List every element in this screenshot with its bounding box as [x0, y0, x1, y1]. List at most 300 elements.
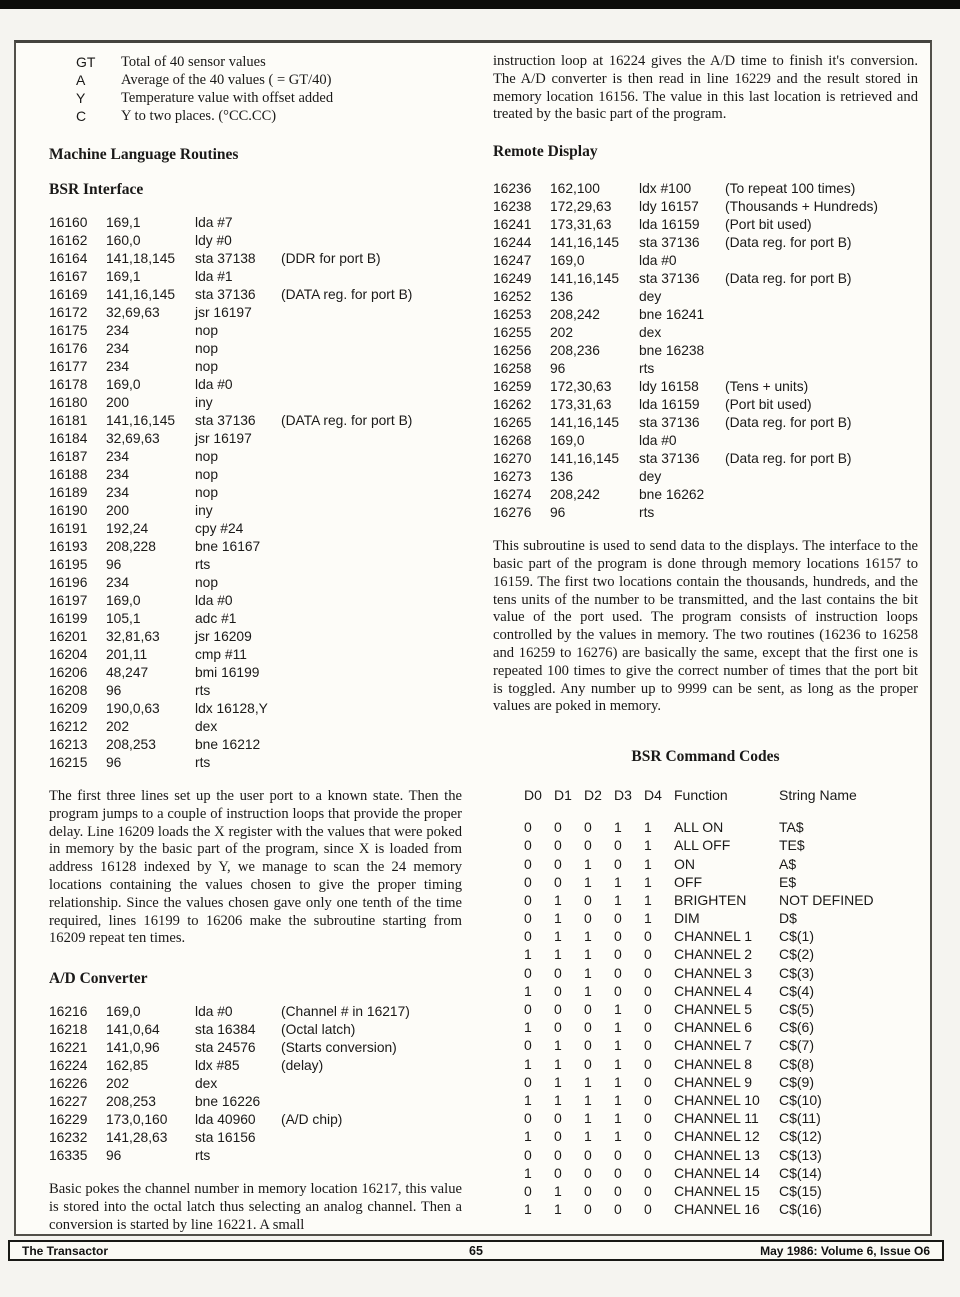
comment [281, 556, 462, 574]
comment [281, 592, 462, 610]
string-name: TE$ [779, 837, 805, 854]
bit-d1: 0 [554, 1001, 562, 1018]
comment [725, 432, 918, 450]
bit-d0: 0 [524, 928, 532, 945]
address: 16196 [49, 575, 88, 590]
comment [725, 468, 918, 486]
address: 16227 [49, 1094, 88, 1110]
bit-d2: 0 [584, 1001, 592, 1018]
bit-d1: 0 [554, 1164, 562, 1181]
bit-d3: 0 [614, 946, 622, 963]
bit-d4: 0 [644, 964, 652, 981]
bsr-explanation-paragraph: The first three lines set up the user port to a known state. Then the program jumps to a couple of instruction loops that provide the proper delay. Line 16209 loads the X register with the values that were poked in memory by the basic part of the program, since X is loaded from address 16128 indexed by Y, we manage to scan the 24 memory locations containing the values chosen to give the proper timing relationship. Since the values chosen gave only one tenth of the time required, lines 16199 to 16206 make the subroutine starting from 16209 repeat ten times. [49, 788, 462, 947]
mnemonic: lda 16159 [639, 397, 700, 413]
command-table-row [524, 836, 918, 854]
bit-d3: 1 [614, 1128, 622, 1145]
function-name: CHANNEL 12 [674, 1128, 760, 1145]
byte-values: 201,11 [106, 647, 148, 662]
code-line [49, 268, 462, 286]
comment [281, 1075, 462, 1093]
bit-d3: 1 [614, 1110, 622, 1127]
address: 16193 [49, 539, 88, 554]
string-name: C$(9) [779, 1073, 815, 1090]
code-line [493, 378, 918, 396]
mnemonic: sta 37136 [639, 235, 700, 251]
bit-d1: 1 [554, 891, 562, 908]
byte-values: 208,228 [106, 539, 156, 554]
code-line [493, 504, 918, 522]
bit-d0: 1 [524, 1201, 532, 1218]
byte-values: 141,18,145 [106, 251, 176, 266]
mnemonic: bne 16241 [639, 307, 705, 323]
code-line [49, 412, 462, 430]
mnemonic: dex [195, 1076, 218, 1092]
byte-values: 169,0 [550, 253, 585, 269]
byte-values: 234 [106, 323, 130, 338]
code-line [49, 376, 462, 394]
heading-ad-converter: A/D Converter [49, 970, 148, 988]
comment [281, 358, 462, 376]
address: 16160 [49, 215, 88, 230]
address: 16249 [493, 271, 532, 287]
bit-d4: 0 [644, 1019, 652, 1036]
mnemonic: dex [639, 325, 662, 341]
code-line [49, 484, 462, 502]
bit-d2: 0 [584, 910, 592, 927]
string-name: C$(12) [779, 1128, 822, 1145]
address: 16197 [49, 593, 88, 608]
string-name: C$(5) [779, 1001, 815, 1018]
address: 16181 [49, 413, 88, 428]
code-line [493, 450, 918, 468]
function-name: CHANNEL 16 [674, 1201, 760, 1218]
function-name: CHANNEL 1 [674, 928, 753, 945]
comment [281, 700, 462, 718]
mnemonic: nop [195, 485, 219, 500]
code-line [49, 1147, 462, 1165]
byte-values: 169,1 [106, 269, 141, 284]
function-name: CHANNEL 3 [674, 964, 753, 981]
bit-d0: 1 [524, 1091, 532, 1108]
function-name: CHANNEL 5 [674, 1001, 753, 1018]
string-name: C$(14) [779, 1164, 822, 1181]
bit-d0: 0 [524, 1073, 532, 1090]
code-line [493, 432, 918, 450]
code-line [493, 288, 918, 306]
address: 16216 [49, 1004, 88, 1020]
comment: (To repeat 100 times) [725, 181, 856, 197]
comment [281, 1129, 462, 1147]
comment: (Data reg. for port B) [725, 451, 852, 467]
address: 16169 [49, 287, 88, 302]
heading-bsr-interface: BSR Interface [49, 181, 144, 198]
code-line [49, 1111, 462, 1129]
address: 16274 [493, 487, 532, 503]
code-line [49, 610, 462, 628]
byte-values: 234 [106, 467, 130, 482]
bit-d1: 0 [554, 837, 562, 854]
bit-d4: 1 [644, 891, 652, 908]
comment [725, 360, 918, 378]
bit-d1: 1 [554, 1073, 562, 1090]
byte-values: 169,1 [106, 215, 141, 230]
address: 16206 [49, 665, 88, 680]
command-table-header [524, 786, 918, 804]
comment: (Channel # in 16217) [281, 1004, 410, 1020]
mnemonic: sta 24576 [195, 1040, 256, 1056]
mnemonic: rts [195, 557, 211, 572]
code-line [493, 468, 918, 486]
address: 16176 [49, 341, 88, 356]
bit-d4: 0 [644, 1001, 652, 1018]
variable-description: Y to two places. (°CC.CC) [121, 108, 277, 124]
address: 16195 [49, 557, 88, 572]
comment [725, 306, 918, 324]
mnemonic: dey [639, 289, 662, 305]
code-line [49, 394, 462, 412]
bit-d0: 0 [524, 1146, 532, 1163]
variable-symbol: Y [76, 90, 86, 106]
bit-d3: 0 [614, 1146, 622, 1163]
byte-values: 190,0,63 [106, 701, 160, 716]
address: 16262 [493, 397, 532, 413]
bit-d3: 1 [614, 1001, 622, 1018]
mnemonic: nop [195, 467, 219, 482]
address: 16255 [493, 325, 532, 341]
function-name: CHANNEL 2 [674, 946, 753, 963]
mnemonic: lda #1 [195, 269, 233, 284]
bit-d4: 0 [644, 928, 652, 945]
bit-d2: 0 [584, 1019, 592, 1036]
string-name: C$(13) [779, 1146, 822, 1163]
mnemonic: lda #0 [639, 433, 677, 449]
bit-d4: 0 [644, 1110, 652, 1127]
bit-d4: 1 [644, 855, 652, 872]
code-line [49, 1129, 462, 1147]
mnemonic: dey [639, 469, 662, 485]
mnemonic: sta 37136 [195, 413, 256, 428]
command-table-row [524, 1109, 918, 1127]
bit-d4: 0 [644, 1073, 652, 1090]
function-name: CHANNEL 11 [674, 1110, 759, 1127]
comment [281, 754, 462, 772]
mnemonic: rts [195, 683, 211, 698]
bit-d0: D0 [524, 787, 542, 804]
definition-row [49, 107, 462, 125]
command-table-row [524, 982, 918, 1000]
bit-d2: 1 [584, 1073, 592, 1090]
comment: (Tens + units) [725, 379, 809, 395]
top-black-bar [0, 0, 960, 9]
code-line [49, 574, 462, 592]
definition-row [49, 89, 462, 107]
code-line [49, 682, 462, 700]
byte-values: 141,16,145 [550, 235, 620, 251]
bit-d0: 1 [524, 946, 532, 963]
heading-bsr-command-codes: BSR Command Codes [631, 748, 780, 766]
byte-values: 136 [550, 289, 574, 305]
bit-d1: 1 [554, 1182, 562, 1199]
comment [725, 504, 918, 522]
byte-values: 96 [550, 361, 566, 377]
bit-d2: 1 [584, 1110, 592, 1127]
bit-d4: 0 [644, 1182, 652, 1199]
address: 16218 [49, 1022, 88, 1038]
string-name: C$(3) [779, 964, 815, 981]
bit-d2: 1 [584, 946, 592, 963]
bit-d3: 0 [614, 928, 622, 945]
bit-d0: 1 [524, 982, 532, 999]
string-name: NOT DEFINED [779, 891, 874, 908]
code-line [49, 754, 462, 772]
bit-d1: 1 [554, 910, 562, 927]
comment: (DATA reg. for port B) [281, 413, 413, 428]
bit-d2: 1 [584, 982, 592, 999]
function-name: CHANNEL 8 [674, 1055, 753, 1072]
comment [281, 628, 462, 646]
bit-d0: 1 [524, 1164, 532, 1181]
byte-values: 96 [106, 557, 122, 572]
code-line [493, 342, 918, 360]
code-line [49, 538, 462, 556]
code-line [49, 214, 462, 232]
function-name: CHANNEL 13 [674, 1146, 760, 1163]
command-table-row [524, 786, 857, 804]
comment [281, 268, 462, 286]
mnemonic: nop [195, 449, 219, 464]
bit-d1: 0 [554, 1128, 562, 1145]
address: 16244 [493, 235, 532, 251]
mnemonic: bne 16262 [639, 487, 705, 503]
byte-values: 172,29,63 [550, 199, 612, 215]
bit-d2: 0 [584, 1037, 592, 1054]
bit-d2: 0 [584, 1164, 592, 1181]
mnemonic: cpy #24 [195, 521, 244, 536]
comment: (DATA reg. for port B) [281, 287, 413, 302]
address: 16190 [49, 503, 88, 518]
mnemonic: jsr 16197 [195, 431, 252, 446]
byte-values: 169,0 [106, 593, 141, 608]
mnemonic: ldx 16128,Y [195, 701, 268, 716]
comment [281, 646, 462, 664]
heading-remote-display: Remote Display [493, 143, 598, 161]
bit-d0: 0 [524, 1110, 532, 1127]
code-line [49, 556, 462, 574]
bit-d1: 1 [554, 1201, 562, 1218]
comment [725, 324, 918, 342]
function-name: CHANNEL 9 [674, 1073, 753, 1090]
byte-values: 136 [550, 469, 574, 485]
ad-explanation-paragraph: Basic pokes the channel number in memory location 16217, this value is stored into the octal latch thus selecting an analog channel. Then a conversion is started by line 16221. A small [49, 1181, 462, 1233]
comment [281, 718, 462, 736]
command-table-row [524, 964, 918, 982]
string-name: C$(6) [779, 1019, 815, 1036]
variable-description: Temperature value with offset added [121, 90, 334, 106]
code-line [49, 664, 462, 682]
address: 16189 [49, 485, 88, 500]
bit-d0: 0 [524, 1037, 532, 1054]
bit-d2: 0 [584, 819, 592, 836]
command-table-row [524, 1036, 918, 1054]
byte-values: 169,0 [550, 433, 585, 449]
function-name: ALL ON [674, 819, 724, 836]
string-name: C$(15) [779, 1182, 822, 1199]
bit-d3: 1 [614, 891, 622, 908]
comment: (Octal latch) [281, 1022, 356, 1038]
byte-values: 172,30,63 [550, 379, 612, 395]
bit-d4: 0 [644, 1055, 652, 1072]
address: 16199 [49, 611, 88, 626]
mnemonic: nop [195, 341, 219, 356]
bit-d4: 0 [644, 946, 652, 963]
string-name: C$(1) [779, 928, 815, 945]
address: 16208 [49, 683, 88, 698]
mnemonic: sta 16384 [195, 1022, 256, 1038]
bit-d0: 0 [524, 837, 532, 854]
left-column [49, 51, 462, 1234]
code-line [49, 520, 462, 538]
byte-values: 32,69,63 [106, 305, 160, 320]
bit-d0: 0 [524, 873, 532, 890]
address: 16187 [49, 449, 88, 464]
string-name: C$(2) [779, 946, 815, 963]
address: 16256 [493, 343, 532, 359]
bit-d1: 0 [554, 1019, 562, 1036]
byte-values: 234 [106, 359, 130, 374]
mnemonic: ldy #0 [195, 233, 232, 248]
command-table-row [524, 1055, 918, 1073]
bit-d3: 0 [614, 1182, 622, 1199]
string-name: String Name [779, 787, 857, 804]
mnemonic: iny [195, 503, 213, 518]
byte-values: 234 [106, 575, 130, 590]
mnemonic: nop [195, 323, 219, 338]
command-table-row [524, 1127, 918, 1145]
mnemonic: nop [195, 575, 219, 590]
code-line [49, 646, 462, 664]
command-table-row [524, 1182, 918, 1200]
address: 16236 [493, 181, 532, 197]
comment [281, 466, 462, 484]
code-line [49, 286, 462, 304]
variable-description: Average of the 40 values ( = GT/40) [121, 72, 332, 88]
bit-d0: 1 [524, 1055, 532, 1072]
address: 16204 [49, 647, 88, 662]
bit-d3: D3 [614, 787, 632, 804]
code-line [493, 252, 918, 270]
bit-d4: 1 [644, 910, 652, 927]
command-table-row [524, 1000, 918, 1018]
byte-values: 105,1 [106, 611, 141, 626]
byte-values: 96 [106, 683, 122, 698]
mnemonic: sta 37138 [195, 251, 256, 266]
address: 16178 [49, 377, 88, 392]
command-table-row [524, 891, 918, 909]
bit-d4: D4 [644, 787, 662, 804]
byte-values: 208,242 [550, 487, 600, 503]
address: 16265 [493, 415, 532, 431]
bit-d2: 1 [584, 855, 592, 872]
bit-d4: 0 [644, 1146, 652, 1163]
command-table-rows [524, 818, 918, 1218]
comment [281, 376, 462, 394]
code-line [493, 234, 918, 252]
mnemonic: lda 16159 [639, 217, 700, 233]
code-line [49, 1075, 462, 1093]
comment [281, 574, 462, 592]
comment [725, 252, 918, 270]
bit-d2: 0 [584, 1055, 592, 1072]
byte-values: 96 [106, 755, 122, 770]
bit-d4: 0 [644, 1091, 652, 1108]
byte-values: 32,81,63 [106, 629, 160, 644]
mnemonic: nop [195, 359, 219, 374]
comment: (delay) [281, 1058, 324, 1074]
byte-values: 162,100 [550, 181, 600, 197]
mnemonic: lda #0 [195, 377, 233, 392]
heading-machine-language-routines: Machine Language Routines [49, 146, 239, 163]
remote-display-paragraph: This subroutine is used to send data to the displays. The interface to the basic part of the program is done through memory locations 16157 to 16159. The first two locations contain the thousands, hundreds, and the tens units of the number to be transmitted, and the last contains the bit value of the port used. The program consists of instruction loops controlled by the values in memory. The two routines (16236 to 16258 and 16259 to 16276) are basically the same, except that the first one is repeated 100 times to give the correct number of times that the port bit is toggled. Any number up to 9999 can be sent, as long as the proper values are poked in memory. [493, 538, 918, 715]
code-line [49, 502, 462, 520]
mnemonic: rts [639, 361, 655, 377]
mnemonic: cmp #11 [195, 647, 247, 662]
bit-d2: 0 [584, 1201, 592, 1218]
byte-values: 141,16,145 [550, 451, 620, 467]
byte-values: 208,236 [550, 343, 600, 359]
string-name: E$ [779, 873, 797, 890]
address: 16177 [49, 359, 88, 374]
bit-d4: 0 [644, 1128, 652, 1145]
bit-d3: 1 [614, 819, 622, 836]
comment [281, 232, 462, 250]
code-line [49, 700, 462, 718]
mnemonic: jsr 16209 [195, 629, 252, 644]
address: 16232 [49, 1130, 88, 1146]
bit-d1: 1 [554, 1055, 562, 1072]
bit-d3: 0 [614, 910, 622, 927]
footer-page-number: 65 [469, 1243, 483, 1258]
address: 16162 [49, 233, 88, 248]
mnemonic: ldx #100 [639, 181, 692, 197]
code-line [493, 198, 918, 216]
footer-magazine-title: The Transactor [22, 1243, 109, 1258]
page-footer [8, 1240, 944, 1261]
byte-values: 141,16,145 [550, 271, 620, 287]
bit-d4: 0 [644, 1037, 652, 1054]
bit-d3: 1 [614, 1091, 622, 1108]
mnemonic: sta 37136 [195, 287, 256, 302]
bit-d0: 0 [524, 891, 532, 908]
code-line [49, 304, 462, 322]
comment [725, 288, 918, 306]
address: 16167 [49, 269, 88, 284]
address: 16188 [49, 467, 88, 482]
address: 16252 [493, 289, 532, 305]
comment [281, 484, 462, 502]
byte-values: 234 [106, 485, 130, 500]
byte-values: 173,31,63 [550, 217, 612, 233]
byte-values: 48,247 [106, 665, 149, 680]
bit-d2: 0 [584, 1182, 592, 1199]
bit-d2: 0 [584, 1146, 592, 1163]
bit-d3: 0 [614, 982, 622, 999]
address: 16226 [49, 1076, 88, 1092]
mnemonic: bne 16238 [639, 343, 705, 359]
definition-row [49, 71, 462, 89]
command-table-row [524, 873, 918, 891]
address: 16180 [49, 395, 88, 410]
magazine-page [14, 40, 932, 1236]
